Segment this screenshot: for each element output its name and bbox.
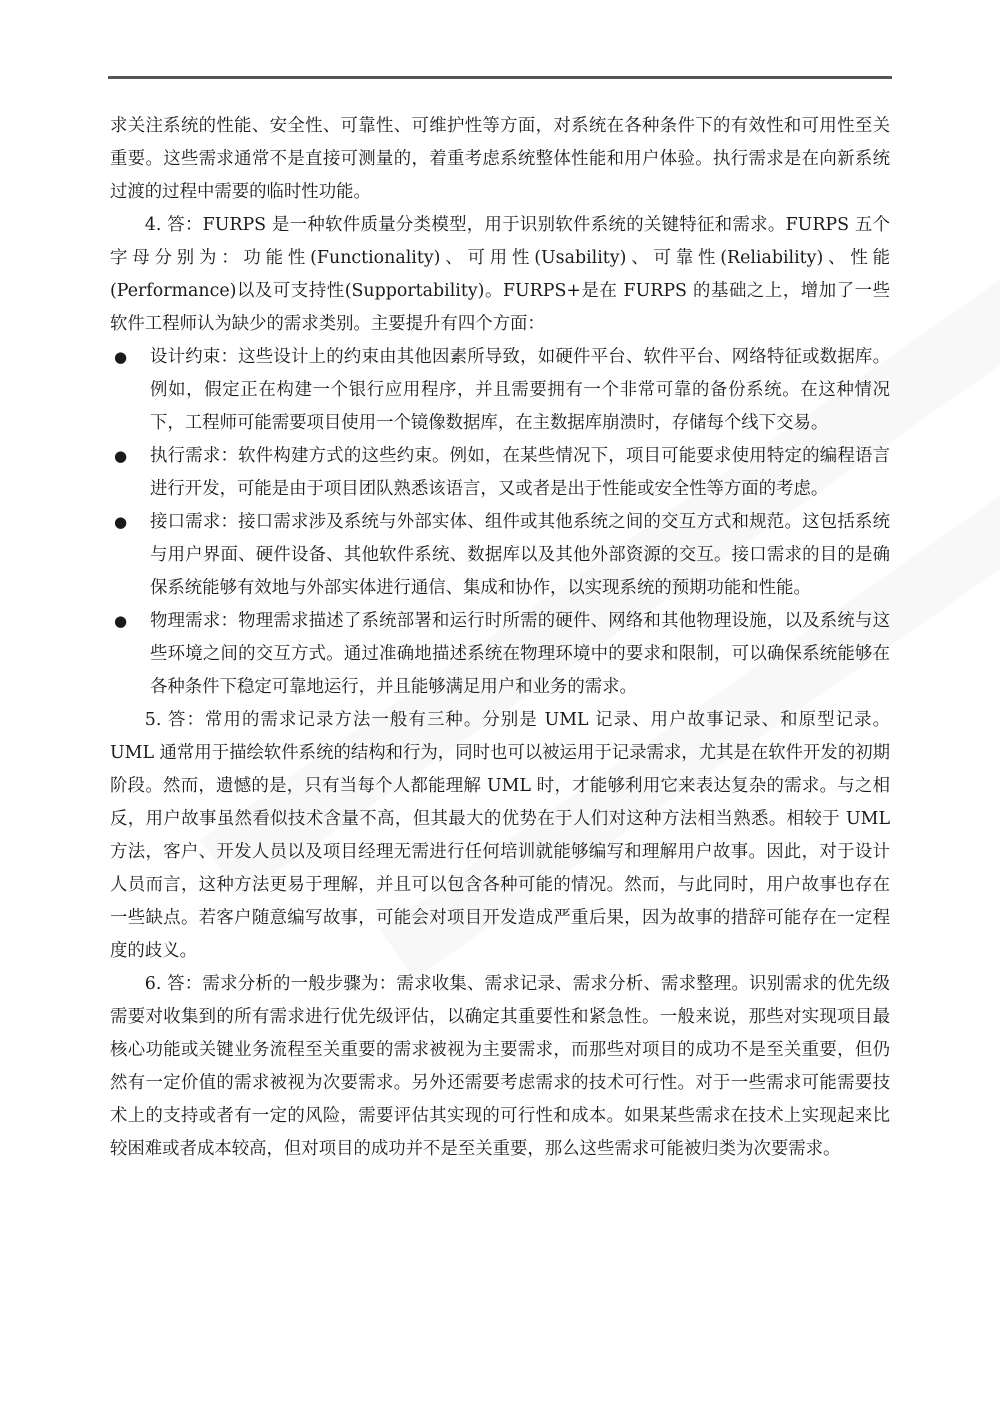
paragraph-continuation: 求关注系统的性能、安全性、可靠性、可维护性等方面，对系统在各种条件下的有效性和可用性至关重要。这些需求通常不是直接可测量的，着重考虑系统整体性能和用户体验。执行需求是在向新系统过渡的过程中需要的临时性功能。 [110, 116, 890, 202]
bullet-icon: ● [114, 513, 128, 531]
list-item [110, 605, 890, 704]
bullet-icon: ● [114, 612, 128, 630]
furps-plus-list [110, 341, 890, 704]
list-item [110, 341, 890, 440]
list-item [110, 506, 890, 605]
list-item-text: 设计约束：这些设计上的约束由其他因素所导致，如硬件平台、软件平台、网络特征或数据库。例如，假定正在构建一个银行应用程序，并且需要拥有一个非常可靠的备份系统。在这种情况下，工程师可能需要项目使用一个镜像数据库，在主数据库崩溃时，存储每个线下交易。 [150, 347, 890, 433]
document-body [110, 110, 890, 1166]
answer-6-paragraph: 6. 答：需求分析的一般步骤为：需求收集、需求记录、需求分析、需求整理。识别需求的优先级需要对收集到的所有需求进行优先级评估，以确定其重要性和紧急性。一般来说，那些对实现项目最核心功能或关键业务流程至关重要的需求被视为主要需求，而那些对项目的成功不是至关重要，但仍然有一定价值的需求被视为次要需求。另外还需要考虑需求的技术可行性。对于一些需求可能需要技术上的支持或者有一定的风险，需要评估其实现的可行性和成本。如果某些需求在技术上实现起来比较困难或者成本较高，但对项目的成功并不是至关重要，那么这些需求可能被归类为次要需求。 [110, 974, 890, 1159]
answer-5-paragraph: 5. 答：常用的需求记录方法一般有三种。分别是 UML 记录、用户故事记录、和原型记录。UML 通常用于描绘软件系统的结构和行为，同时也可以被运用于记录需求，尤其是在软件开发的初期阶段。然而，遗憾的是，只有当每个人都能理解 UML 时，才能够利用它来表达复杂的需求。与之相反，用户故事虽然看似技术含量不高，但其最大的优势在于人们对这种方法相当熟悉。相较于 UML 方法，客户、开发人员以及项目经理无需进行任何培训就能够编写和理解用户故事。因此，对于设计人员而言，这种方法更易于理解，并且可以包含各种可能的情况。然而，与此同时，用户故事也存在一些缺点。若客户随意编写故事，可能会对项目开发造成严重后果，因为故事的措辞可能存在一定程度的歧义。 [110, 710, 890, 961]
header-rule [108, 76, 892, 79]
answer-4-paragraph: 4. 答：FURPS 是一种软件质量分类模型，用于识别软件系统的关键特征和需求。FURPS 五个字母分别为：功能性(Functionality)、可用性(Usability)、可靠性(Reliability)、性能(Performance)以及可支持性(Supportability)。FURPS+是在 FURPS 的基础之上，增加了一些软件工程师认为缺少的需求类别。主要提升有四个方面： [110, 215, 890, 334]
list-item-text: 执行需求：软件构建方式的这些约束。例如，在某些情况下，项目可能要求使用特定的编程语言进行开发，可能是由于项目团队熟悉该语言，又或者是出于性能或安全性等方面的考虑。 [150, 446, 890, 499]
list-item-text: 接口需求：接口需求涉及系统与外部实体、组件或其他系统之间的交互方式和规范。这包括系统与用户界面、硬件设备、其他软件系统、数据库以及其他外部资源的交互。接口需求的目的是确保系统能够有效地与外部实体进行通信、集成和协作，以实现系统的预期功能和性能。 [150, 512, 890, 598]
bullet-icon: ● [114, 348, 128, 366]
bullet-icon: ● [114, 447, 128, 465]
list-item-text: 物理需求：物理需求描述了系统部署和运行时所需的硬件、网络和其他物理设施，以及系统与这些环境之间的交互方式。通过准确地描述系统在物理环境中的要求和限制，可以确保系统能够在各种条件下稳定可靠地运行，并且能够满足用户和业务的需求。 [150, 611, 890, 697]
list-item [110, 440, 890, 506]
